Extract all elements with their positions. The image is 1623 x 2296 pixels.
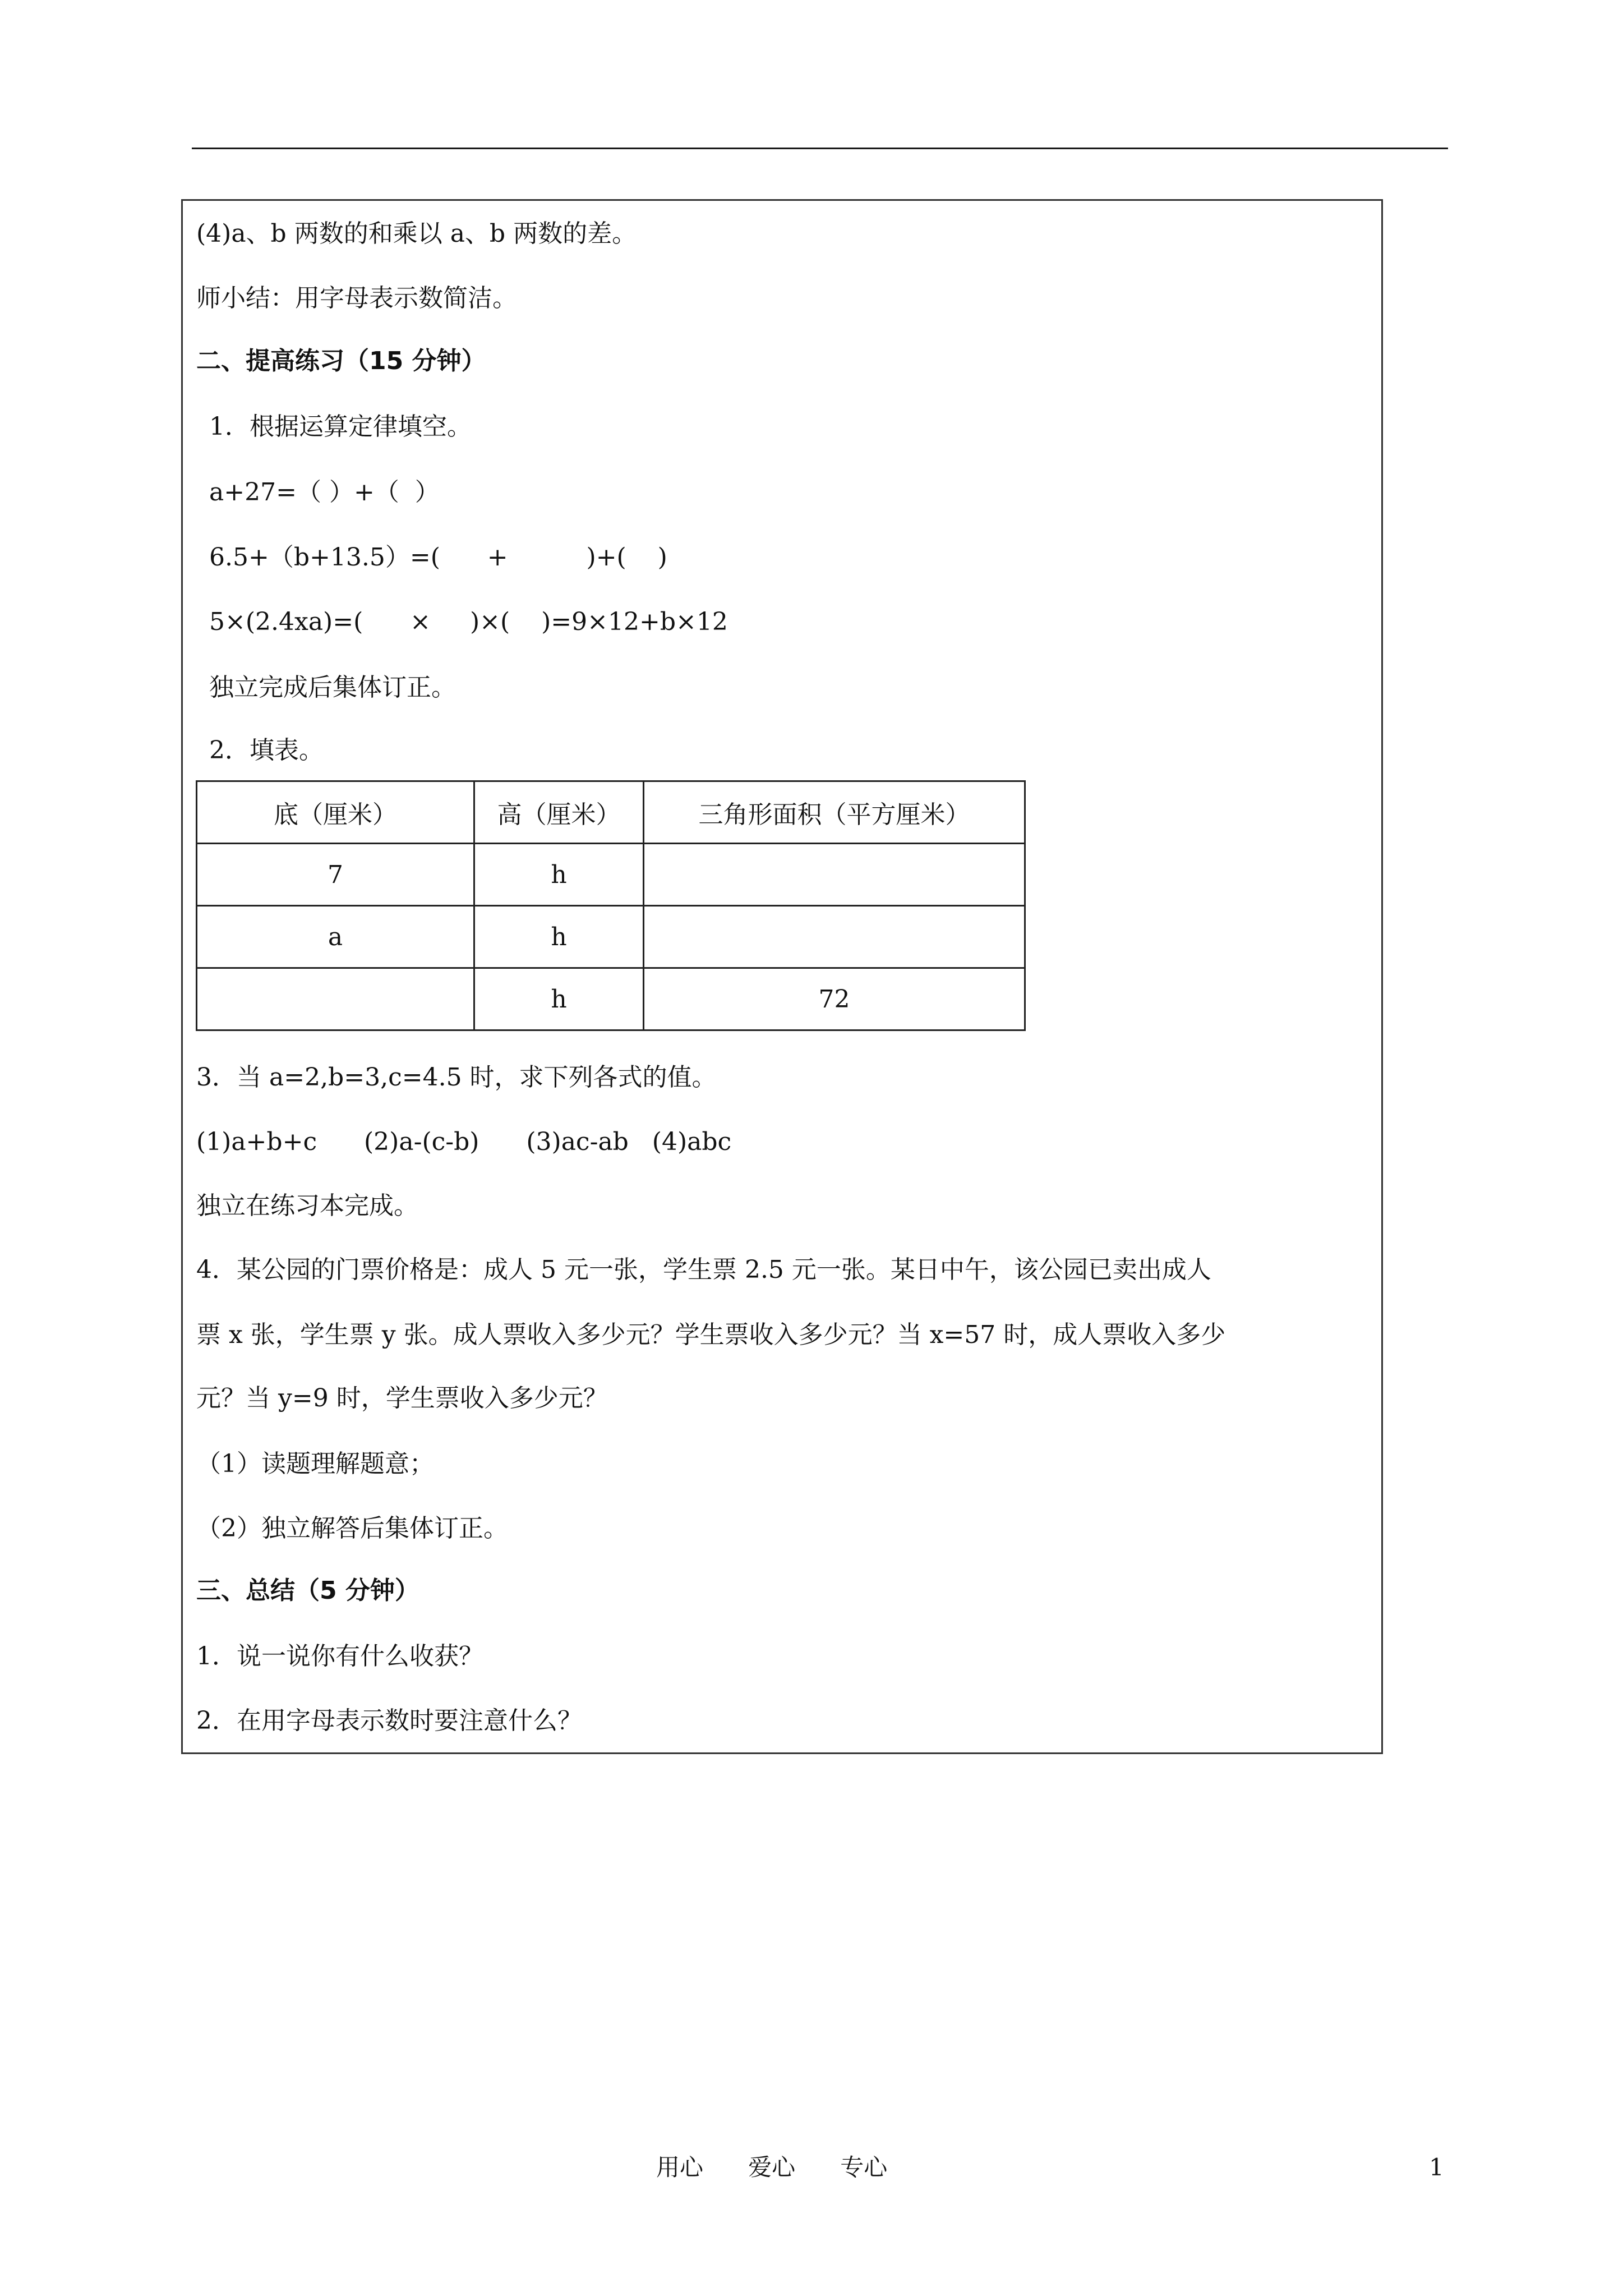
table-header-row (197, 781, 1025, 844)
table-cell-area (644, 844, 1025, 906)
q3-note: 独立在练习本完成。 (196, 1191, 418, 1220)
q4-step-2: （2）独立解答后集体订正。 (196, 1514, 508, 1543)
q1-prompt: 1．根据运算定律填空。 (209, 412, 472, 441)
q1-equation-2: 6.5+（b+13.5）=( + )+( ) (209, 543, 667, 572)
header-area: 三角形面积（平方厘米） (644, 781, 1025, 844)
q1-note: 独立完成后集体订正。 (209, 673, 456, 702)
line-4-text: (4)a、b 两数的和乘以 a、b 两数的差。 (196, 219, 637, 248)
q4-line-3: 元？当 y=9 时，学生票收入多少元？ (196, 1384, 608, 1412)
table-row (197, 906, 1025, 968)
table-cell-base (197, 968, 474, 1030)
table-cell-base: 7 (197, 844, 474, 906)
table-row (197, 844, 1025, 906)
page-number: 1 (1429, 2154, 1444, 2181)
q4-step-1: （1）读题理解题意； (196, 1450, 434, 1478)
q1-equation-3: 5×(2.4xa)=( × )×( )=9×12+b×12 (209, 608, 728, 636)
q4-line-1: 4．某公园的门票价格是：成人 5 元一张，学生票 2.5 元一张。某日中午，该公园已卖出成人 (196, 1255, 1211, 1284)
table-row (197, 968, 1025, 1030)
teacher-summary: 师小结：用字母表示数简洁。 (196, 284, 517, 312)
header-height: 高（厘米） (474, 781, 644, 844)
q3-items: (1)a+b+c (2)a-(c-b) (3)ac-ab (4)abc (196, 1128, 732, 1156)
q1-equation-1: a+27=（ ）+（ ） (209, 478, 440, 507)
table-cell-height: h (474, 906, 644, 968)
summary-question-2: 2．在用字母表示数时要注意什么？ (196, 1706, 582, 1735)
section-2-heading: 二、提高练习（15 分钟） (196, 347, 486, 375)
table-cell-base: a (197, 906, 474, 968)
table-cell-area: 72 (644, 968, 1025, 1030)
q3-prompt: 3．当 a=2,b=3,c=4.5 时，求下列各式的值。 (196, 1063, 717, 1092)
table-cell-area (644, 906, 1025, 968)
footer-slogan: 用心 爱心 专心 (656, 2154, 888, 2181)
table-cell-height: h (474, 968, 644, 1030)
triangle-area-table (196, 780, 1026, 1031)
section-3-heading: 三、总结（5 分钟） (196, 1576, 419, 1605)
header-rule (192, 148, 1448, 149)
table-cell-height: h (474, 844, 644, 906)
q2-prompt: 2．填表。 (209, 736, 324, 765)
header-base: 底（厘米） (197, 781, 474, 844)
q4-line-2: 票 x 张，学生票 y 张。成人票收入多少元？学生票收入多少元？当 x=57 时，成人票收入多少 (196, 1320, 1226, 1349)
summary-question-1: 1．说一说你有什么收获？ (196, 1642, 483, 1671)
